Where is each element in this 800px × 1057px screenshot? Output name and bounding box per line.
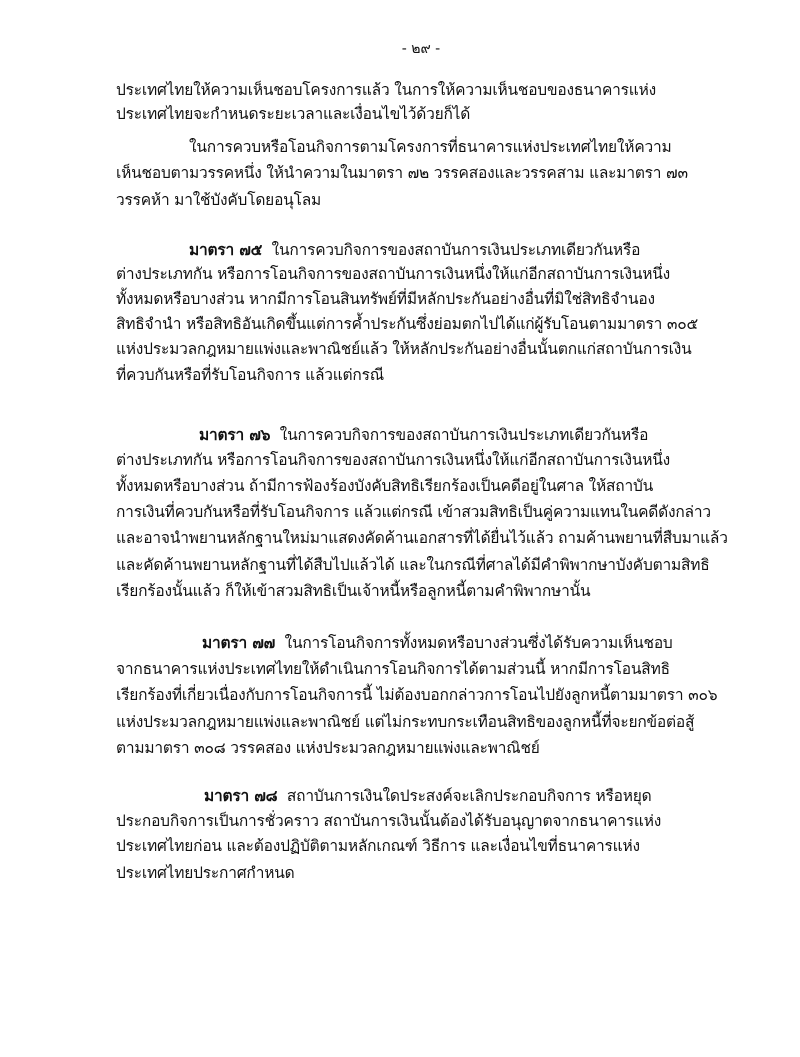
paragraph-line: ในการโอนกิจการทั้งหมดหรือบางส่วนซึ่งได้รับความเห็นชอบ [284, 634, 673, 652]
paragraph-line: เรียกร้องนั้นแล้ว ก็ให้เข้าสวมสิทธิเป็นเจ้าหนี้หรือลูกหนี้ตามคำพิพากษานั้น [116, 582, 591, 600]
paragraph-line: ทั้งหมดหรือบางส่วน ถ้ามีการฟ้องร้องบังคับสิทธิเรียกร้องเป็นคดีอยู่ในศาล ให้สถาบัน [116, 477, 654, 495]
paragraph-line: สิทธิจำนำ หรือสิทธิอันเกิดขึ้นแต่การค้ำประกันซึ่งย่อมตกไปได้แก่ผู้รับโอนตามมาตรา ๓๐๕ [116, 315, 699, 333]
paragraph-line: และอาจนำพยานหลักฐานใหม่มาแสดงคัดค้านเอกสารที่ได้ยื่นไว้แล้ว ถามค้านพยานที่สืบมาแล้ว [116, 529, 728, 547]
section-number: มาตรา ๗๖ [199, 426, 271, 444]
paragraph-line: วรรคห้า มาใช้บังคับโดยอนุโลม [116, 191, 322, 209]
paragraph-line: ประเทศไทยให้ความเห็นชอบโครงการแล้ว ในการให้ความเห็นชอบของธนาคารแห่ง [116, 81, 656, 99]
paragraph-line: ประเทศไทยก่อน และต้องปฏิบัติตามหลักเกณฑ์ วิธีการ และเงื่อนไขที่ธนาคารแห่ง [116, 837, 640, 855]
paragraph-line: ประเทศไทยจะกำหนดระยะเวลาและเงื่อนไขไว้ด้วยก็ได้ [116, 105, 471, 123]
paragraph-line: สถาบันการเงินใดประสงค์จะเลิกประกอบกิจการ หรือหยุด [286, 787, 652, 805]
paragraph-line: และคัดค้านพยานหลักฐานที่ได้สืบไปแล้วได้ และในกรณีที่ศาลได้มีคำพิพากษาบังคับตามสิทธิ [116, 556, 710, 574]
paragraph-line: ต่างประเภทกัน หรือการโอนกิจการของสถาบันการเงินหนึ่งให้แก่อีกสถาบันการเงินหนึ่ง [116, 265, 671, 283]
paragraph-line: ในการควบกิจการของสถาบันการเงินประเภทเดียวกันหรือ [271, 241, 641, 259]
paragraph-line: ทั้งหมดหรือบางส่วน หากมีการโอนสินทรัพย์ที่มีหลักประกันอย่างอื่นที่มิใช่สิทธิจำนอง [116, 290, 655, 308]
paragraph-line: ที่ควบกันหรือที่รับโอนกิจการ แล้วแต่กรณี [116, 366, 384, 384]
paragraph-line: ตามมาตรา ๓๐๘ วรรคสอง แห่งประมวลกฎหมายแพ่งและพาณิชย์ [116, 739, 540, 757]
section-number: มาตรา ๗๗ [202, 634, 276, 652]
paragraph-line: การเงินที่ควบกันหรือที่รับโอนกิจการ แล้วแต่กรณี เข้าสวมสิทธิเป็นคู่ความแทนในคดีดังกล่าว [116, 503, 711, 521]
paragraph-line: แห่งประมวลกฎหมายแพ่งและพาณิชย์ แต่ไม่กระทบกระเทือนสิทธิของลูกหนี้ที่จะยกข้อต่อสู้ [116, 713, 695, 731]
paragraph-line: ประกอบกิจการเป็นการชั่วคราว สถาบันการเงินนั้นต้องได้รับอนุญาตจากธนาคารแห่ง [116, 812, 662, 830]
paragraph-line: แห่งประมวลกฎหมายแพ่งและพาณิชย์แล้ว ให้หลักประกันอย่างอื่นนั้นตกแก่สถาบันการเงิน [116, 340, 692, 358]
paragraph-line: เห็นชอบตามวรรคหนึ่ง ให้นำความในมาตรา ๗๒ วรรคสองและวรรคสาม และมาตรา ๗๓ [116, 164, 688, 182]
section-number: มาตรา ๗๘ [204, 787, 278, 805]
paragraph-line: ประเทศไทยประกาศกำหนด [116, 864, 295, 882]
paragraph-line: ในการควบกิจการของสถาบันการเงินประเภทเดียวกันหรือ [279, 426, 649, 444]
paragraph-line: ในการควบหรือโอนกิจการตามโครงการที่ธนาคารแห่งประเทศไทยให้ความ [189, 138, 672, 156]
paragraph-line: เรียกร้องที่เกี่ยวเนื่องกับการโอนกิจการนี้ ไม่ต้องบอกกล่าวการโอนไปยังลูกหนี้ตามมาตรา ๓๐๖ [116, 686, 718, 704]
section-number: มาตรา ๗๕ [189, 241, 263, 259]
paragraph-line: จากธนาคารแห่งประเทศไทยให้ดำเนินการโอนกิจการได้ตามส่วนนี้ หากมีการโอนสิทธิ [116, 660, 670, 678]
paragraph-line: ต่างประเภทกัน หรือการโอนกิจการของสถาบันการเงินหนึ่งให้แก่อีกสถาบันการเงินหนึ่ง [116, 451, 671, 469]
page-number: - ๒๙ - [401, 41, 441, 57]
